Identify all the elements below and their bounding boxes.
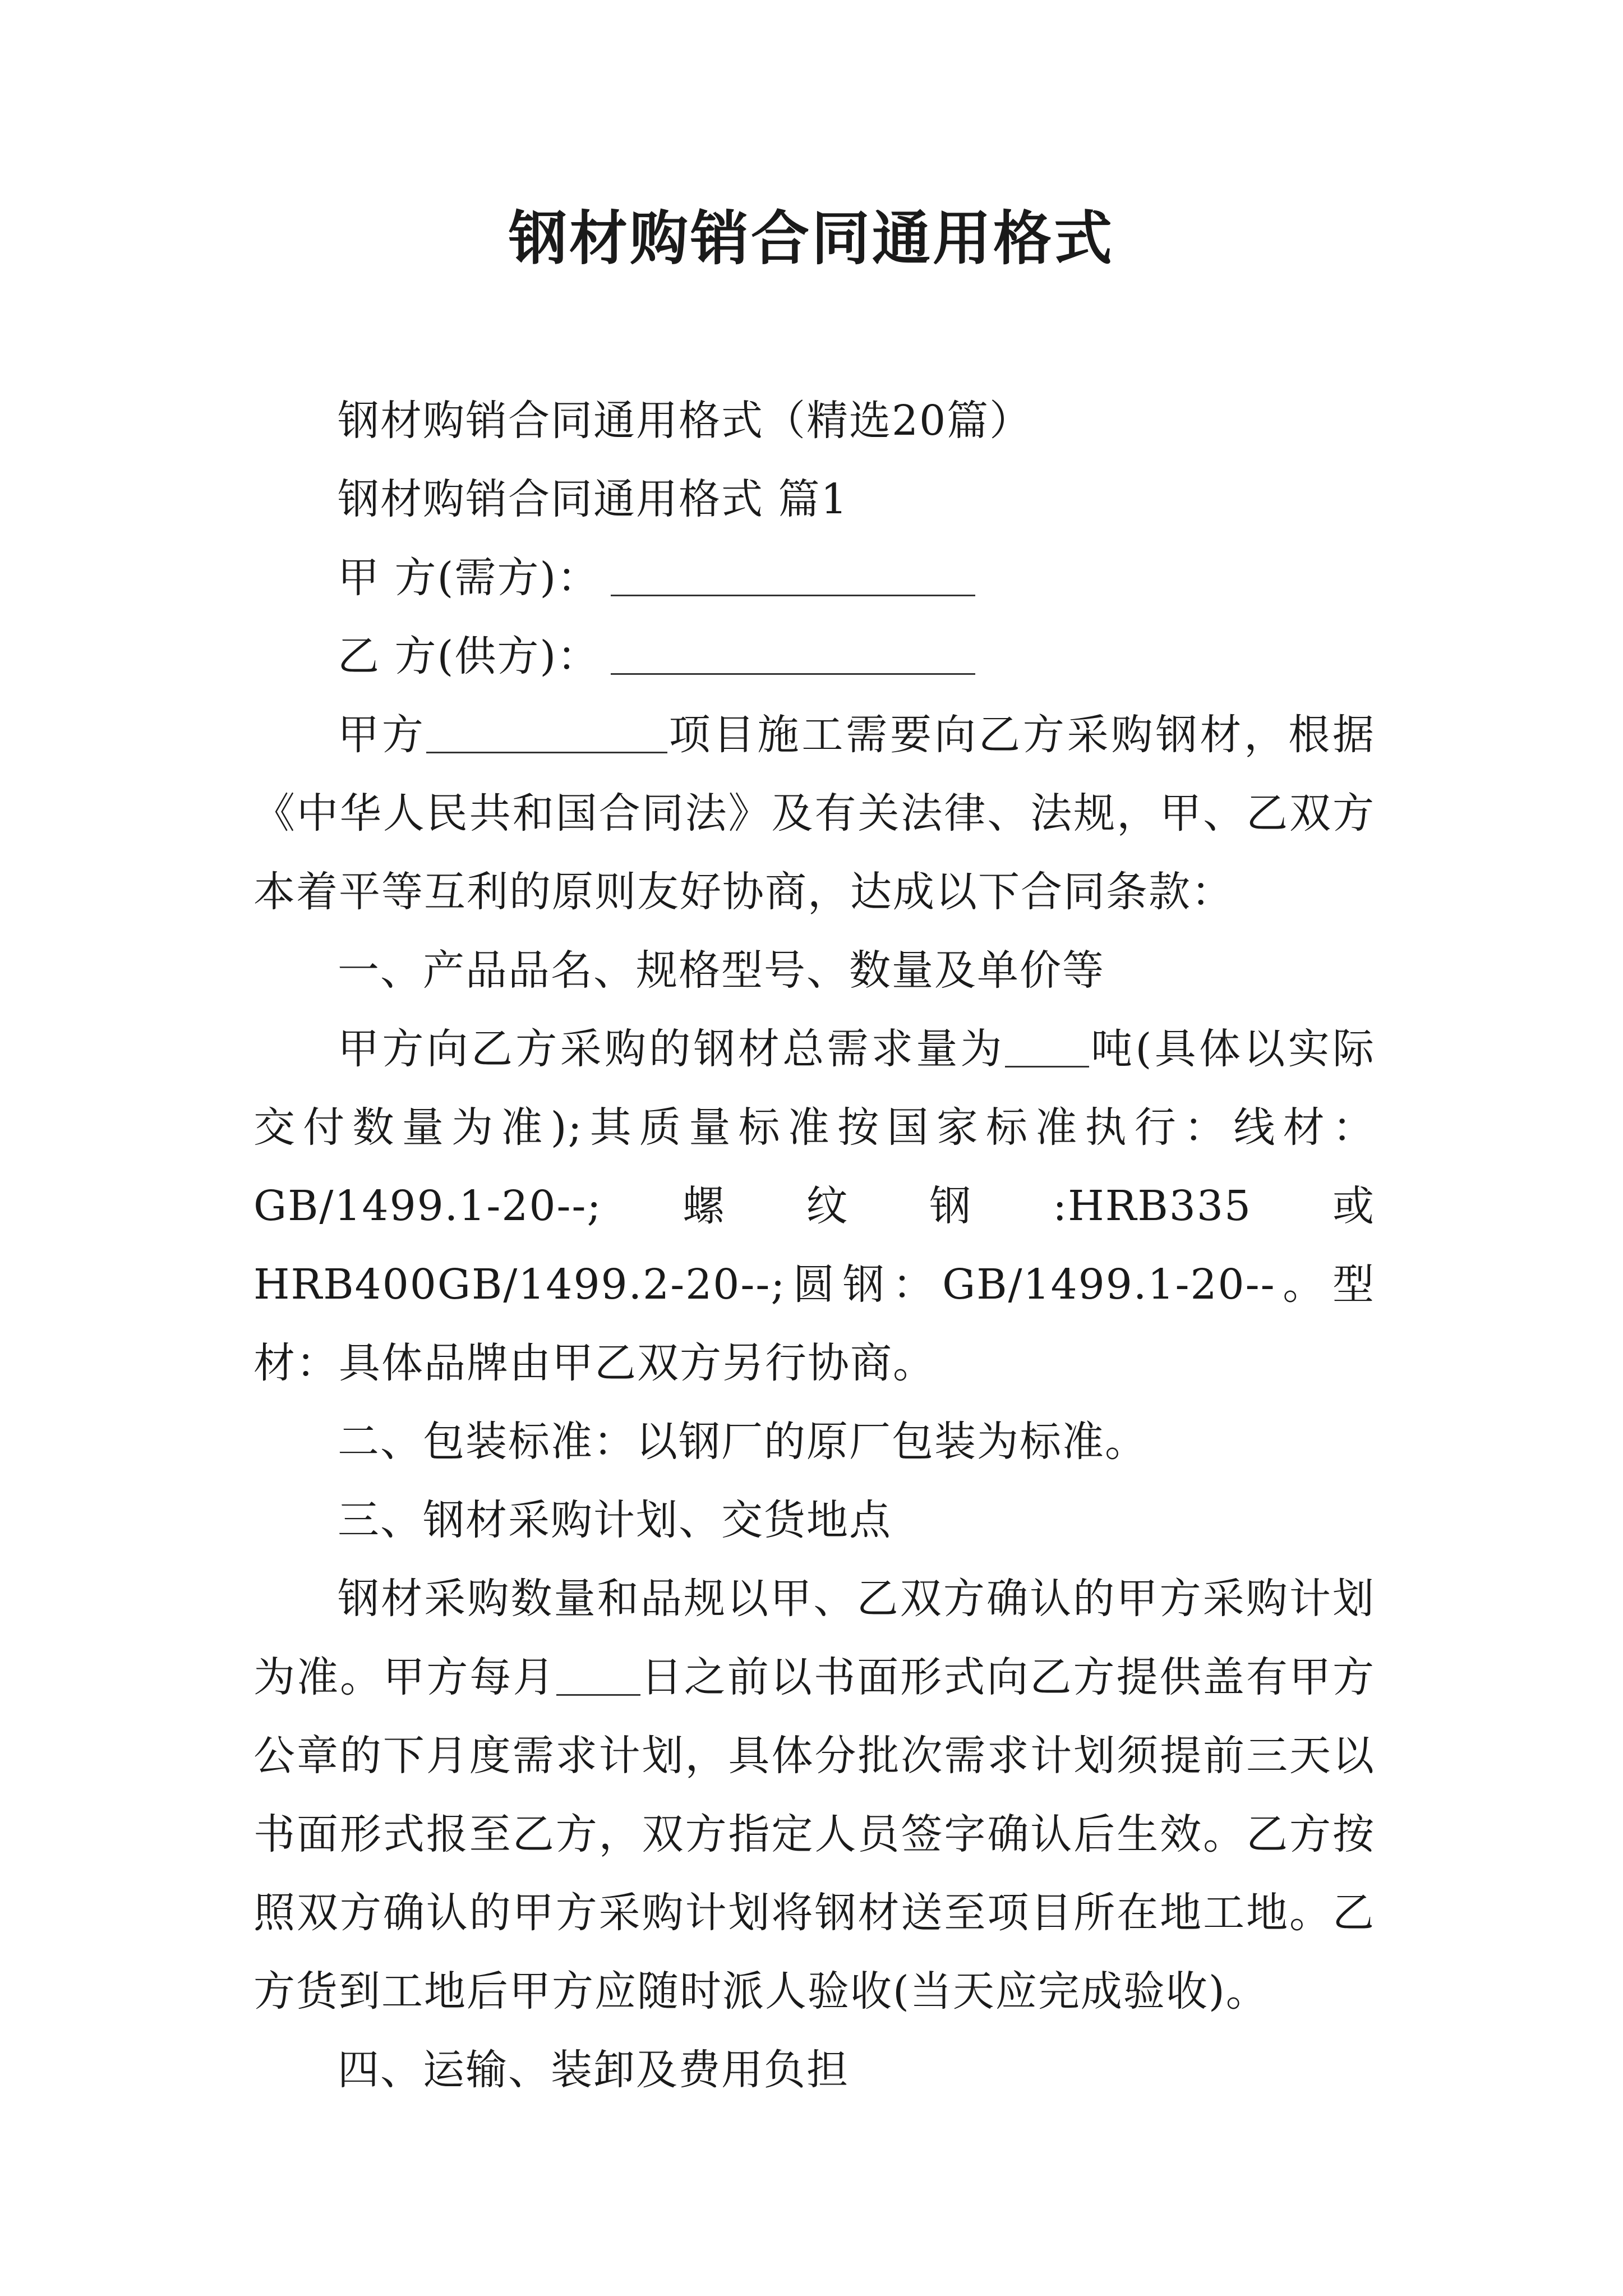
- day-blank: [556, 1649, 640, 1696]
- document-subtitle: 钢材购销合同通用格式（精选20篇）: [338, 397, 1032, 445]
- section1-part2: 吨(具体以实际交付数量为准);其质量标准按国家标准执行：线材：GB/1499.1-20--;螺纹钢:HRB335或HRB400GB/1499.2-20--;圆钢：GB/1499.1-20--。型材：具体品牌由甲乙双方另行协商。: [253, 1025, 1375, 1387]
- document-body: [253, 381, 1375, 2109]
- party-a-blank: [611, 549, 975, 596]
- section1-heading: 一、产品品名、规格型号、数量及单价等: [338, 946, 1105, 995]
- party-b-blank: [611, 628, 975, 675]
- section3-part2: 日之前以书面形式向乙方提供盖有甲方公章的下月度需求计划，具体分批次需求计划须提前三天以书面形式报至乙方，双方指定人员签字确认后生效。乙方按照双方确认的甲方采购计划将钢材送至项目所在地工地。乙方货到工地后甲方应随时派人验收(当天应完成验收)。: [253, 1653, 1376, 2016]
- section1-paragraph: [253, 1010, 1375, 1402]
- section4-heading: 四、运输、装卸及费用负担: [338, 2046, 849, 2094]
- section1-part1: 甲方向乙方采购的钢材总需求量为: [338, 1025, 1005, 1073]
- party-a-line: [253, 539, 1375, 617]
- section3-part1: 钢材采购数量和品规以甲、乙双方确认的甲方采购计划为准。甲方每月: [253, 1575, 1375, 1701]
- section3-paragraph: [253, 1559, 1375, 2031]
- intro-paragraph: [253, 696, 1375, 931]
- article-heading: 钢材购销合同通用格式 篇1: [338, 475, 849, 523]
- party-a-label: 甲 方(需方)：: [338, 554, 600, 602]
- section2-paragraph: 二、包装标准：以钢厂的原厂包装为标准。: [338, 1418, 1147, 1466]
- section3-heading: 三、钢材采购计划、交货地点: [338, 1496, 892, 1544]
- project-name-blank: [426, 706, 667, 753]
- party-b-line: [253, 617, 1375, 696]
- intro-part1: 甲方: [338, 711, 426, 759]
- document-title: 钢材购销合同通用格式: [508, 204, 1114, 273]
- intro-part2: 项目施工需要向乙方采购钢材，根据《中华人民共和国合同法》及有关法律、法规，甲、乙双方本着平等互利的原则友好协商，达成以下合同条款：: [253, 711, 1376, 916]
- quantity-blank: [1005, 1020, 1089, 1068]
- party-b-label: 乙 方(供方)：: [338, 632, 600, 680]
